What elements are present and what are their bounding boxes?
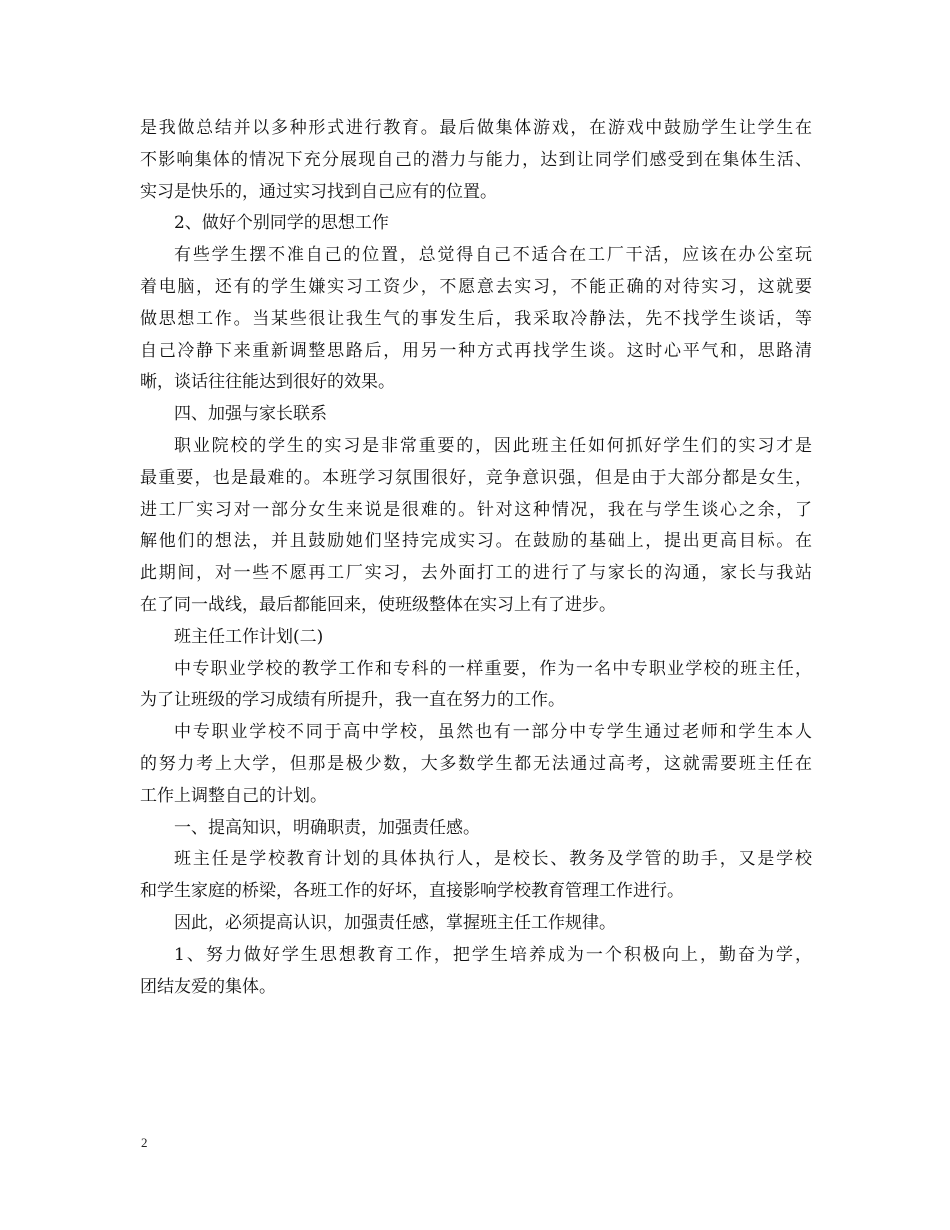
text-line: 中专职业学校的教学工作和专科的一样重要，作为一名中专职业学校的班主任， [174, 658, 812, 679]
text-line: 进工厂实习对一部分女生来说是很难的。针对这种情况，我在与学生谈心之余，了 [140, 499, 812, 520]
text-line: 和学生家庭的桥梁，各班工作的好坏，直接影响学校教育管理工作进行。 [140, 881, 684, 902]
text-line: 2、做好个别同学的思想工作 [174, 213, 389, 234]
text-line: 晰，谈话往往能达到很好的效果。 [140, 372, 395, 393]
text-line: 中专职业学校不同于高中学校，虽然也有一部分中专学生通过老师和学生本人 [174, 722, 812, 743]
text-line: 有些学生摆不准自己的位置，总觉得自己不适合在工厂干活，应该在办公室玩 [174, 245, 812, 266]
text-line: 不影响集体的情况下充分展现自己的潜力与能力，达到让同学们感受到在集体生活、 [140, 149, 812, 170]
text-line: 是我做总结并以多种形式进行教育。最后做集体游戏，在游戏中鼓励学生让学生在 [140, 118, 812, 138]
text-line: 实习是快乐的，通过实习找到自己应有的位置。 [140, 181, 497, 202]
text-line: 1、努力做好学生思想教育工作，把学生培养成为一个积极向上，勤奋为学， [174, 944, 812, 965]
text-line: 工作上调整自己的计划。 [140, 785, 327, 806]
text-line: 最重要，也是最难的。本班学习氛围很好，竞争意识强，但是由于大部分都是女生， [140, 467, 812, 488]
text-line: 因此，必须提高认识，加强责任感，掌握班主任工作规律。 [174, 912, 616, 933]
text-line: 做思想工作。当某些很让我生气的事发生后，我采取冷静法，先不找学生谈话，等 [140, 308, 812, 329]
text-line: 班主任工作计划(二) [174, 626, 324, 647]
text-line: 在了同一战线，最后都能回来，使班级整体在实习上有了进步。 [140, 594, 616, 615]
text-line: 四、加强与家长联系 [174, 404, 327, 425]
text-line: 着电脑，还有的学生嫌实习工资少，不愿意去实习，不能正确的对待实习，这就要 [140, 276, 812, 297]
text-line: 为了让班级的学习成绩有所提升，我一直在努力的工作。 [140, 690, 565, 711]
document-body [140, 113, 812, 1003]
text-line: 班主任是学校教育计划的具体执行人，是校长、教务及学管的助手，又是学校 [174, 849, 812, 870]
text-line: 此期间，对一些不愿再工厂实习，去外面打工的进行了与家长的沟通，家长与我站 [140, 563, 812, 584]
text-line: 一、提高知识，明确职责，加强责任感。 [174, 817, 480, 838]
text-line: 自己冷静下来重新调整思路后，用另一种方式再找学生谈。这时心平气和，思路清 [140, 340, 812, 361]
text-line: 的努力考上大学，但那是极少数，大多数学生都无法通过高考，这就需要班主任在 [140, 753, 812, 774]
text-line: 团结友爱的集体。 [140, 976, 276, 997]
text-line: 解他们的想法，并且鼓励她们坚持完成实习。在鼓励的基础上，提出更高目标。在 [140, 531, 812, 552]
page-number: 2 [141, 1135, 148, 1150]
text-line: 职业院校的学生的实习是非常重要的，因此班主任如何抓好学生们的实习才是 [174, 435, 812, 456]
